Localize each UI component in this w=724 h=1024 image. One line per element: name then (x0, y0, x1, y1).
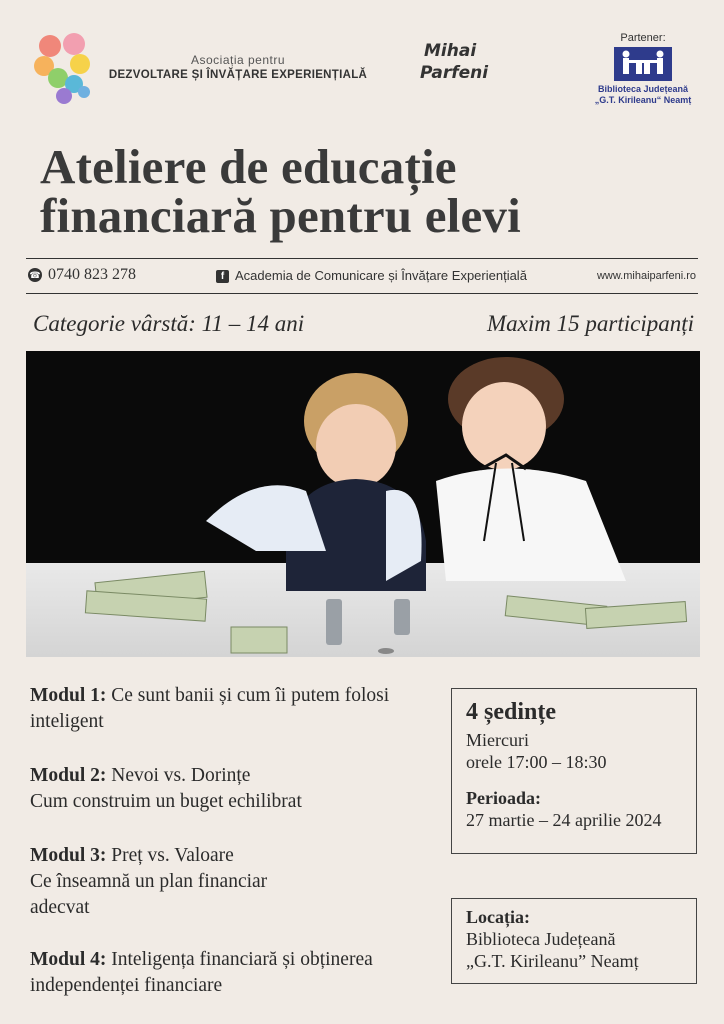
module-1-label: Modul 1: (30, 685, 107, 706)
module-3-text: Preț vs. Valoare (111, 845, 234, 866)
module-1-text: Ce sunt banii și cum îi putem folosi inteligent (30, 685, 390, 732)
library-logo-icon (614, 47, 672, 81)
location-box (451, 898, 697, 984)
age-category: Categorie vârstă: 11 – 14 ani (33, 311, 305, 336)
page-title (40, 139, 700, 243)
period-label: Perioada: (466, 788, 541, 808)
mp-logo-line1: Mihai (424, 41, 477, 61)
partner-block (583, 32, 703, 106)
association-line1: Asociația pentru (190, 53, 286, 67)
max-participants: Maxim 15 participanți (487, 311, 694, 336)
children-money-photo (26, 351, 700, 657)
schedule-box (451, 688, 697, 854)
phone-icon: ☎ (29, 270, 41, 281)
facebook-contact (216, 268, 527, 283)
period-dates: 27 martie – 24 aprilie 2024 (466, 810, 662, 830)
module-3 (30, 843, 430, 921)
location-line2: „G.T. Kirileanu” Neamț (466, 951, 639, 971)
module-2-text2: Cum construim un buget echilibrat (30, 791, 302, 812)
location-line1: Biblioteca Județeană (466, 929, 616, 949)
module-3-text2: Ce înseamnă un plan financiar adecvat (30, 871, 268, 918)
association-name (108, 53, 368, 81)
module-3-label: Modul 3: (30, 845, 107, 866)
mihai-parfeni-logo (420, 40, 512, 100)
association-logo-icon (30, 28, 98, 106)
schedule-hours: orele 17:00 – 18:30 (466, 752, 607, 772)
facebook-icon: f (216, 270, 229, 283)
partner-name-line2: „G.T. Kirileanu“ Neamț (594, 95, 692, 105)
contact-bar (26, 258, 698, 294)
schedule-day: Miercuri (466, 730, 529, 750)
module-4-label: Modul 4: (30, 949, 107, 970)
mp-logo-line2: Parfeni (420, 63, 489, 83)
module-4 (30, 947, 375, 999)
association-line2: DEZVOLTARE ȘI ÎNVĂȚARE EXPERIENȚIALĂ (108, 69, 368, 81)
phone-contact (28, 266, 136, 284)
module-2-text: Nevoi vs. Dorințe (111, 765, 251, 786)
phone-number: 0740 823 278 (48, 266, 136, 283)
module-2-label: Modul 2: (30, 765, 107, 786)
title-line1: Ateliere de educație (40, 139, 457, 194)
partner-label: Partener: (620, 32, 666, 44)
title-line2: financiară pentru elevi (40, 188, 521, 243)
sessions-count: 4 ședințe (466, 699, 556, 725)
module-4-text: Inteligența financiară și obținerea independenței financiare (30, 949, 373, 996)
module-1 (30, 683, 430, 735)
partner-name-line1: Biblioteca Județeană (597, 84, 689, 94)
module-2 (30, 763, 430, 815)
website-link[interactable]: www.mihaiparfeni.ro (596, 270, 696, 282)
facebook-page: Academia de Comunicare și Învățare Experiențială (235, 268, 527, 283)
location-label: Locația: (466, 907, 530, 927)
